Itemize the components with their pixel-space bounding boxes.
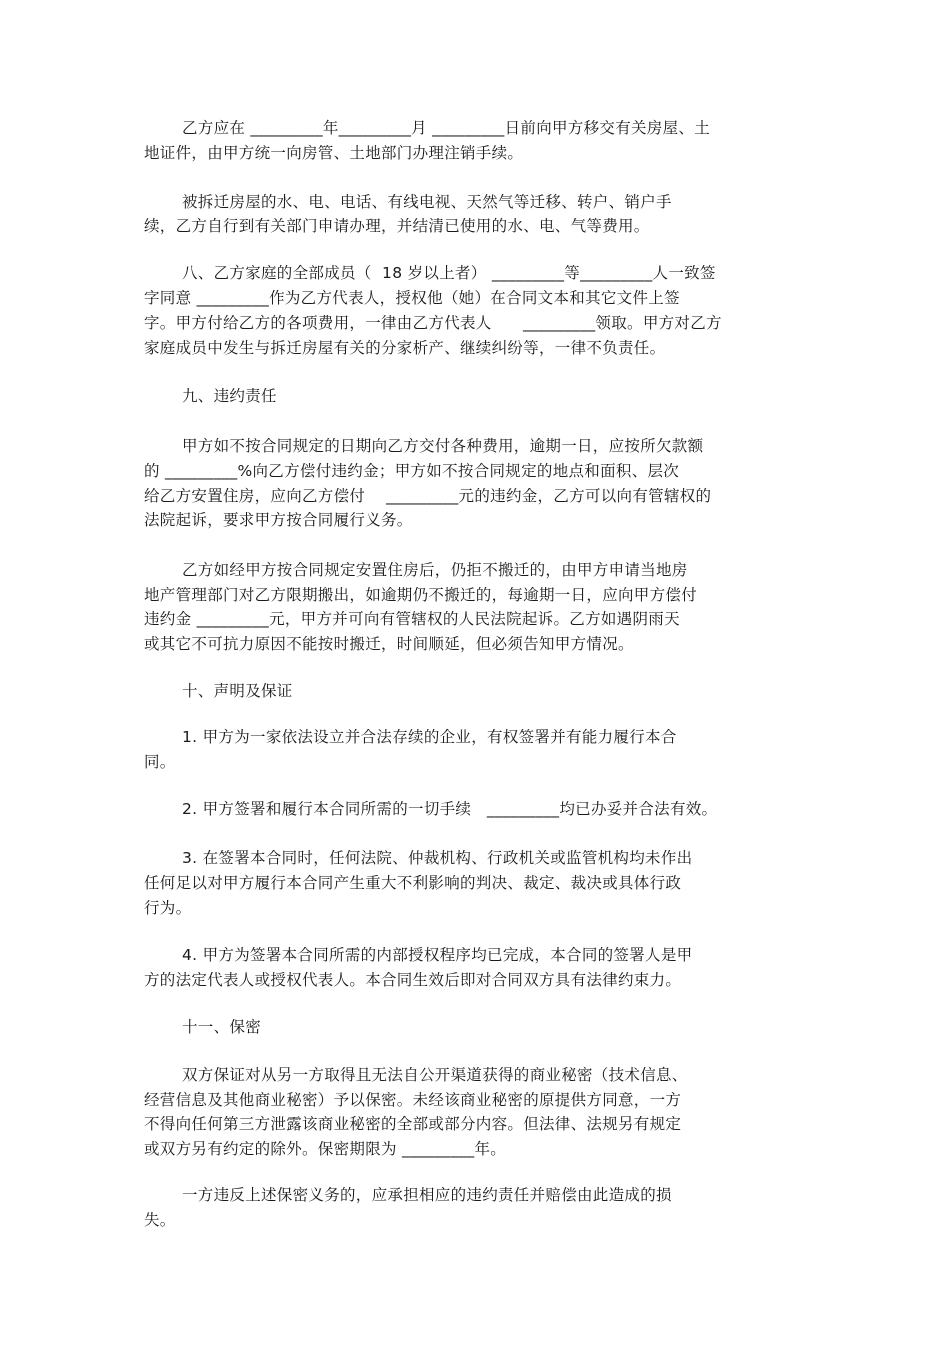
text-line: 任何足以对甲方履行本合同产生重大不利影响的判决、裁定、裁决或具体行政 xyxy=(144,874,682,892)
text-line: 不得向任何第三方泄露该商业秘密的全部或部分内容。但法律、法规另有规定 xyxy=(144,1115,682,1133)
text-line: 乙方如经甲方按合同规定安置住房后，仍拒不搬迁的，由甲方申请当地房 xyxy=(182,561,688,579)
section-heading-8: 八、乙方家庭的全部成员（ 18 岁以上者） _________等_________人一致签 xyxy=(182,264,716,282)
clause-3: 3. 在签署本合同时，任何法院、仲裁机构、行政机关或监管机构均未作出 xyxy=(182,849,693,867)
text-line: 行为。 xyxy=(144,899,192,917)
clause-1: 1. 甲方为一家依法设立并合法存续的企业，有权签署并有能力履行本合 xyxy=(182,728,677,746)
text-line: 或其它不可抗力原因不能按时搬迁，时间顺延，但必须告知甲方情况。 xyxy=(144,635,634,653)
text-line: 续，乙方自行到有关部门申请办理，并结清已使用的水、电、气等费用。 xyxy=(144,217,650,235)
clause-2: 2. 甲方签署和履行本合同所需的一切手续 _________均已办妥并合法有效。 xyxy=(182,800,718,818)
text-line: 违约金 _________元，甲方并可向有管辖权的人民法院起诉。乙方如遇阴雨天 xyxy=(144,610,680,628)
text-line: 字同意 _________作为乙方代表人，授权他（她）在合同文本和其它文件上签 xyxy=(144,289,680,307)
text-line: 失。 xyxy=(144,1211,176,1229)
text-line: 地产管理部门对乙方限期搬出，如逾期仍不搬迁的，每逾期一日，应向甲方偿付 xyxy=(144,586,698,604)
text-line: 家庭成员中发生与拆迁房屋有关的分家析产、继续纠纷等，一律不负责任。 xyxy=(144,339,666,357)
text-line: 地证件，由甲方统一向房管、土地部门办理注销手续。 xyxy=(144,144,524,162)
section-heading-9: 九、违约责任 xyxy=(182,387,277,405)
text-line: 被拆迁房屋的水、电、电话、有线电视、天然气等迁移、转户、销户手 xyxy=(182,193,672,211)
text-line: 乙方应在 _________年_________月 _________日前向甲方移交有关房屋、土 xyxy=(182,119,711,137)
text-line: 给乙方安置住房，应向乙方偿付 _________元的违约金，乙方可以向有管辖权的 xyxy=(144,487,712,505)
text-line: 的 _________%向乙方偿付违约金；甲方如不按合同规定的地点和面积、层次 xyxy=(144,462,680,480)
text-line: 方的法定代表人或授权代表人。本合同生效后即对合同双方具有法律约束力。 xyxy=(144,971,682,989)
text-line: 甲方如不按合同规定的日期向乙方交付各种费用，逾期一日，应按所欠款额 xyxy=(182,437,704,455)
text-line: 同。 xyxy=(144,753,176,771)
section-heading-11: 十一、保密 xyxy=(182,1018,262,1036)
text-line: 法院起诉，要求甲方按合同履行义务。 xyxy=(144,511,413,529)
text-line: 经营信息及其他商业秘密）予以保密。未经该商业秘密的原提供方同意，一方 xyxy=(144,1091,682,1109)
text-line: 或双方另有约定的除外。保密期限为 _________年。 xyxy=(144,1140,507,1158)
text-line: 双方保证对从另一方取得且无法自公开渠道获得的商业秘密（技术信息、 xyxy=(182,1066,688,1084)
clause-4: 4. 甲方为签署本合同所需的内部授权程序均已完成，本合同的签署人是甲 xyxy=(182,946,693,964)
section-heading-10: 十、声明及保证 xyxy=(182,682,293,700)
text-line: 字。甲方付给乙方的各项费用，一律由乙方代表人 _________领取。甲方对乙方 xyxy=(144,314,722,332)
text-line: 一方违反上述保密义务的，应承担相应的违约责任并赔偿由此造成的损 xyxy=(182,1186,672,1204)
